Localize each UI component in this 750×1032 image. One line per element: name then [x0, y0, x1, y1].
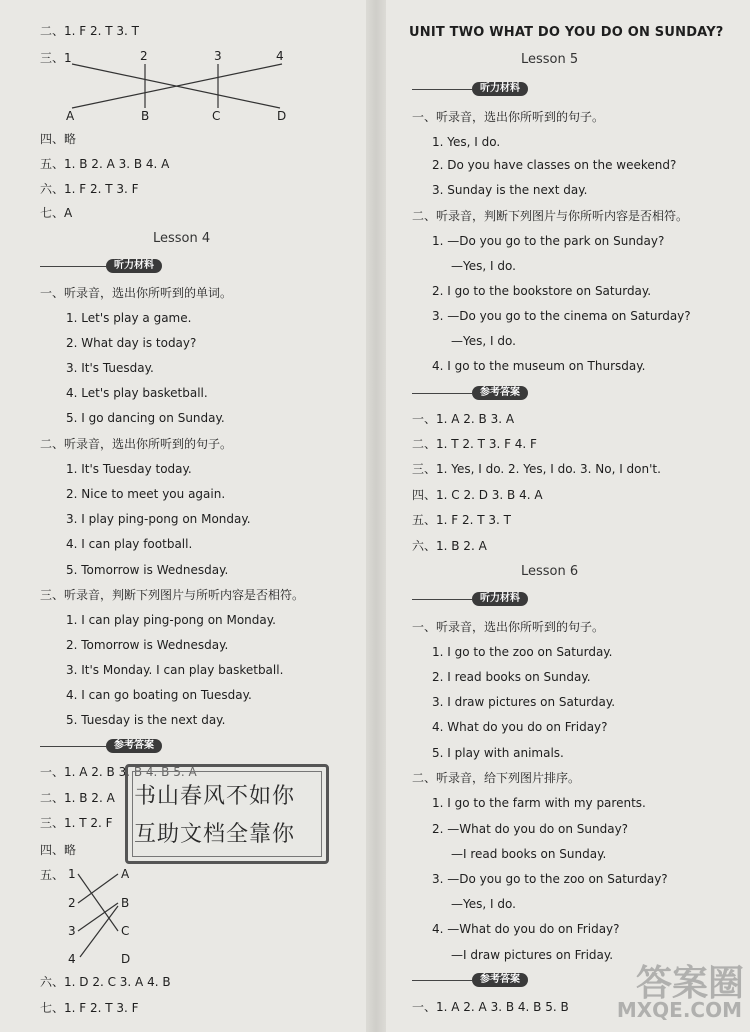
left-line-4: 六、1. F 2. T 3. F	[40, 182, 139, 196]
left-line-24: 一、1. A 2. B 3. B 4. B 5. A	[40, 765, 197, 779]
match2-line-1-c	[78, 874, 118, 931]
match2-letter-d: D	[121, 952, 131, 966]
right-line-18: 1. I go to the zoo on Saturday.	[432, 645, 613, 659]
right-line-20: 3. I draw pictures on Saturday.	[432, 695, 616, 709]
right-line-29: 4. —What do you do on Friday?	[432, 922, 620, 936]
right-line-9: —Yes, I do.	[451, 334, 516, 348]
right-line-3: 3. Sunday is the next day.	[432, 183, 588, 197]
right-line-31: 一、1. A 2. A 3. B 4. B 5. B	[412, 1000, 569, 1014]
match1-num-2: 2	[140, 49, 148, 63]
right-line-2: 2. Do you have classes on the weekend?	[432, 158, 677, 172]
right-line-14: 四、1. C 2. D 3. B 4. A	[412, 488, 543, 502]
match2-letter-b: B	[121, 896, 130, 910]
left-line-12: 二、听录音，选出你所听到的句子。	[40, 437, 233, 451]
match2-line-2-a	[78, 874, 118, 903]
lesson-6-title: Lesson 6	[521, 564, 579, 579]
left-line-15: 3. I play ping-pong on Monday.	[66, 512, 251, 526]
right-line-25: 2. —What do you do on Sunday?	[432, 822, 629, 836]
match2-num-1: 1	[68, 867, 76, 881]
right-line-0: 一、听录音，选出你所听到的句子。	[412, 110, 605, 124]
match2-num-2: 2	[68, 896, 76, 910]
right-line-30: —I draw pictures on Friday.	[451, 948, 614, 962]
left-line-28: 五、	[40, 868, 65, 882]
left-line-8: 2. What day is today?	[66, 336, 197, 350]
left-line-19: 1. I can play ping-pong on Monday.	[66, 613, 276, 627]
match2-letter-a: A	[121, 867, 130, 881]
right-line-7: 2. I go to the bookstore on Saturday.	[432, 284, 652, 298]
right-line-27: 3. —Do you go to the zoo on Saturday?	[432, 872, 668, 886]
right-line-1: 1. Yes, I do.	[432, 135, 501, 149]
left-line-1: 三、1	[40, 51, 72, 65]
match2-num-3: 3	[68, 924, 76, 938]
right-line-28: —Yes, I do.	[451, 897, 516, 911]
stamp-line-2: 互助文档全靠你	[134, 822, 296, 847]
bar-rule	[412, 89, 472, 90]
left-line-21: 3. It's Monday. I can play basketball.	[66, 663, 284, 677]
left-line-7: 1. Let's play a game.	[66, 311, 192, 325]
lesson-4-title: Lesson 4	[153, 231, 211, 246]
left-line-26: 三、1. T 2. F	[40, 816, 113, 830]
match1-letter-a: A	[66, 109, 75, 123]
right-line-24: 1. I go to the farm with my parents.	[432, 796, 646, 810]
right-line-26: —I read books on Sunday.	[451, 847, 607, 861]
lesson5-answer-bar	[412, 386, 742, 400]
left-line-29: 六、1. D 2. C 3. A 4. B	[40, 975, 171, 989]
right-line-17: 一、听录音，选出你所听到的句子。	[412, 620, 605, 634]
lesson6-listening-label: 听力材料	[472, 592, 528, 606]
left-line-23: 5. Tuesday is the next day.	[66, 713, 226, 727]
right-line-8: 3. —Do you go to the cinema on Saturday?	[432, 309, 691, 323]
listening-material-label: 听力材料	[106, 259, 162, 273]
left-line-13: 1. It's Tuesday today.	[66, 462, 192, 476]
right-line-13: 三、1. Yes, I do. 2. Yes, I do. 3. No, I don't.	[412, 462, 661, 476]
right-line-4: 二、听录音，判断下列图片与你所听内容是否相符。	[412, 209, 689, 223]
match1-num-3: 3	[214, 49, 222, 63]
right-line-15: 五、1. F 2. T 3. T	[412, 513, 511, 527]
match2-letter-c: C	[121, 924, 130, 938]
left-line-30: 七、1. F 2. T 3. F	[40, 1001, 139, 1015]
answer-key-label: 参考答案	[106, 739, 162, 753]
bar-rule	[412, 393, 472, 394]
watermark-stamp	[125, 764, 329, 864]
left-line-0: 二、1. F 2. T 3. T	[40, 24, 139, 38]
left-line-18: 三、听录音，判断下列图片与所听内容是否相符。	[40, 588, 305, 602]
lesson6-answer-label: 参考答案	[472, 973, 528, 987]
match2-num-4: 4	[68, 952, 76, 966]
match1-letter-d: D	[277, 109, 287, 123]
left-line-3: 五、1. B 2. A 3. B 4. A	[40, 157, 170, 171]
match1-letter-b: B	[141, 109, 150, 123]
site-watermark: 答案圈	[635, 963, 744, 1004]
left-line-20: 2. Tomorrow is Wednesday.	[66, 638, 229, 652]
left-page	[0, 0, 372, 1032]
bar-rule	[412, 980, 472, 981]
right-line-11: 一、1. A 2. B 3. A	[412, 412, 515, 426]
lesson-5-title: Lesson 5	[521, 52, 579, 67]
left-line-2: 四、略	[40, 132, 77, 146]
left-line-5: 七、A	[40, 206, 73, 220]
left-line-27: 四、略	[40, 843, 77, 857]
left-line-16: 4. I can play football.	[66, 537, 193, 551]
left-line-25: 二、1. B 2. A	[40, 791, 115, 805]
right-line-5: 1. —Do you go to the park on Sunday?	[432, 234, 665, 248]
match1-num-4: 4	[276, 49, 284, 63]
lesson6-listening-bar	[412, 592, 742, 606]
left-line-6: 一、听录音，选出你所听到的单词。	[40, 286, 233, 300]
bar-rule	[412, 599, 472, 600]
right-page	[385, 0, 750, 1032]
right-line-21: 4. What do you do on Friday?	[432, 720, 608, 734]
right-line-12: 二、1. T 2. T 3. F 4. F	[412, 437, 537, 451]
stamp-line-1: 书山春风不如你	[134, 784, 296, 809]
left-line-22: 4. I can go boating on Tuesday.	[66, 688, 252, 702]
lesson5-answer-label: 参考答案	[472, 386, 528, 400]
left-line-11: 5. I go dancing on Sunday.	[66, 411, 225, 425]
right-line-16: 六、1. B 2. A	[412, 539, 487, 553]
left-line-14: 2. Nice to meet you again.	[66, 487, 226, 501]
unit-title: UNIT TWO WHAT DO YOU DO ON SUNDAY?	[409, 25, 724, 40]
right-line-22: 5. I play with animals.	[432, 746, 564, 760]
lesson5-listening-bar	[412, 82, 742, 96]
left-line-10: 4. Let's play basketball.	[66, 386, 208, 400]
site-watermark-url: MXQE.COM	[616, 998, 742, 1022]
left-line-9: 3. It's Tuesday.	[66, 361, 154, 375]
right-line-6: —Yes, I do.	[451, 259, 516, 273]
right-line-19: 2. I read books on Sunday.	[432, 670, 591, 684]
lesson5-listening-label: 听力材料	[472, 82, 528, 96]
match1-letter-c: C	[212, 109, 221, 123]
left-line-17: 5. Tomorrow is Wednesday.	[66, 563, 229, 577]
right-line-23: 二、听录音，给下列图片排序。	[412, 771, 581, 785]
right-line-10: 4. I go to the museum on Thursday.	[432, 359, 646, 373]
